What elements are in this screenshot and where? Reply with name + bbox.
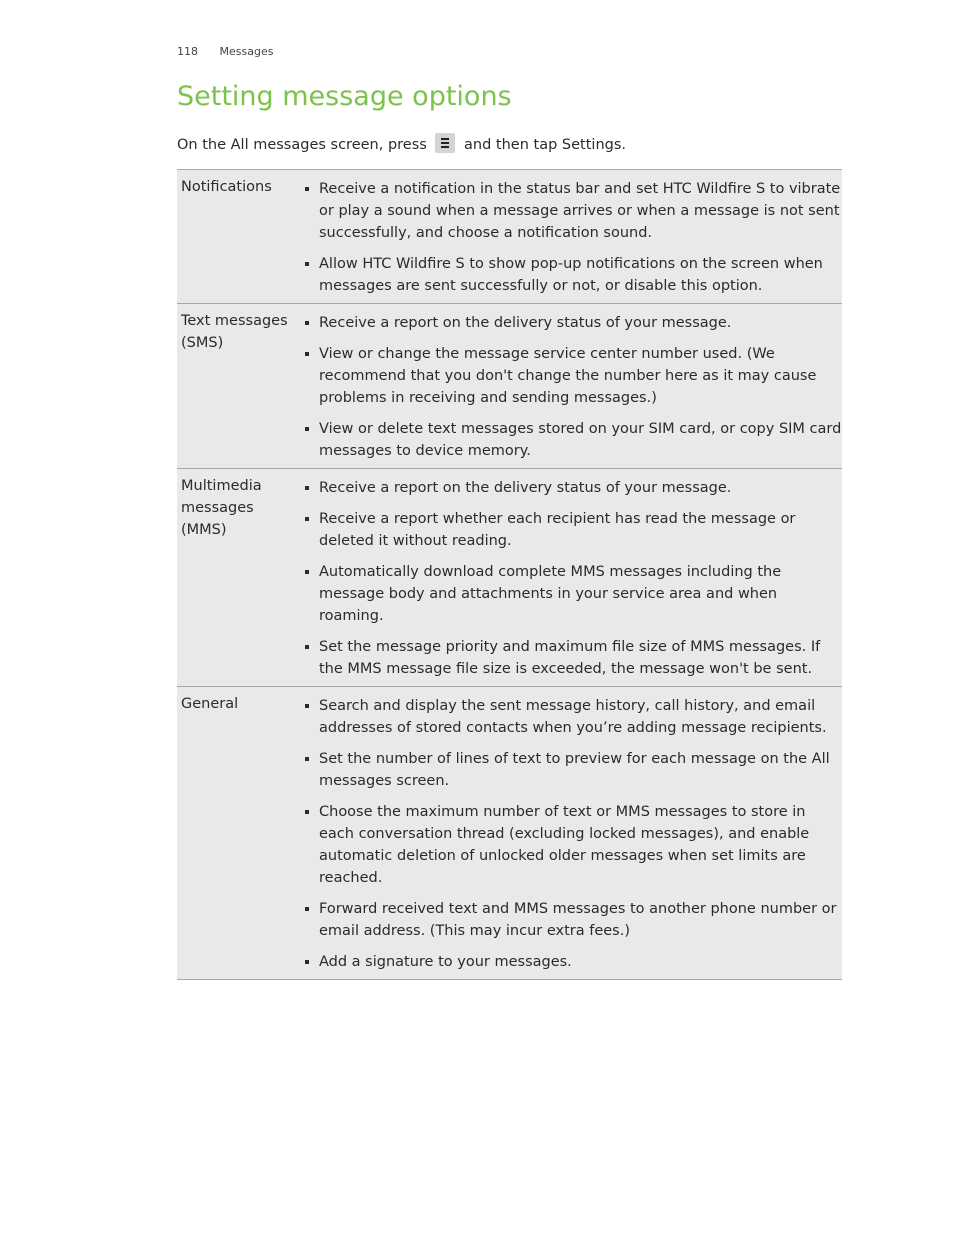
row-label: Multimedia messages (MMS) xyxy=(181,478,262,538)
intro-before: On the All messages screen, press xyxy=(177,137,427,153)
bullet-icon xyxy=(305,486,309,490)
list-item-text: Set the message priority and maximum file size of MMS messages. If the MMS message file size is exceeded, the message won't be sent. xyxy=(319,639,821,677)
table-row xyxy=(177,469,842,687)
intro-text xyxy=(177,133,626,153)
row-label: Notifications xyxy=(181,179,272,195)
page-title: Setting message options xyxy=(177,81,512,112)
list-item xyxy=(319,343,842,409)
bullet-icon xyxy=(305,570,309,574)
list-item-text: Automatically download complete MMS messages including the message body and attachments in your service area and when roaming. xyxy=(319,564,782,624)
list-item xyxy=(319,178,842,244)
list-item xyxy=(319,253,842,297)
list-item xyxy=(319,636,842,680)
bullet-icon xyxy=(305,810,309,814)
list-item xyxy=(319,418,842,462)
row-label: General xyxy=(181,696,239,712)
list-item xyxy=(319,312,842,334)
bullet-icon xyxy=(305,704,309,708)
bullet-icon xyxy=(305,960,309,964)
intro-end: . xyxy=(621,137,627,153)
list-item-text: View or delete text messages stored on your SIM card, or copy SIM card messages to device memory. xyxy=(319,421,842,459)
table-row xyxy=(177,170,842,304)
list-item-text: Forward received text and MMS messages to another phone number or email address. (This may incur extra fees.) xyxy=(319,901,837,939)
list-item-text: Set the number of lines of text to preview for each message on the All messages screen. xyxy=(319,751,830,789)
list-item-text: View or change the message service center number used. (We recommend that you don't change the number here as it may cause problems in receiving and sending messages.) xyxy=(319,346,817,406)
settings-label: Settings xyxy=(561,137,622,153)
menu-icon xyxy=(435,133,455,153)
bullet-icon xyxy=(305,262,309,266)
page-number: 118 xyxy=(177,45,198,58)
bullet-icon xyxy=(305,187,309,191)
list-item xyxy=(319,508,842,552)
bullet-icon xyxy=(305,757,309,761)
bullet-icon xyxy=(305,427,309,431)
bullet-icon xyxy=(305,352,309,356)
list-item xyxy=(319,801,842,889)
list-item xyxy=(319,748,842,792)
list-item xyxy=(319,898,842,942)
list-item-text: Receive a report whether each recipient has read the message or deleted it without reading. xyxy=(319,511,796,549)
bullet-icon xyxy=(305,645,309,649)
list-item-text: Receive a report on the delivery status of your message. xyxy=(319,480,732,496)
page-header xyxy=(177,45,273,58)
bullet-icon xyxy=(305,517,309,521)
list-item xyxy=(319,951,842,973)
list-item-text: Receive a report on the delivery status of your message. xyxy=(319,315,732,331)
row-label: Text messages (SMS) xyxy=(181,313,288,351)
bullet-list xyxy=(177,687,842,979)
table-row xyxy=(177,304,842,469)
bullet-icon xyxy=(305,321,309,325)
list-item-text: Receive a notification in the status bar and set HTC Wildfire S to vibrate or play a sound when a message arrives or when a message is not sent successfully, and choose a notification sound. xyxy=(319,181,841,241)
list-item-text: Search and display the sent message history, call history, and email addresses of stored contacts when you’re adding message recipients. xyxy=(319,698,827,736)
list-item-text: Choose the maximum number of text or MMS messages to store in each conversation thread (excluding locked messages), and enable automatic deletion of unlocked older messages when set limits are reached. xyxy=(319,804,810,886)
list-item xyxy=(319,695,842,739)
bullet-icon xyxy=(305,907,309,911)
list-item-text: Allow HTC Wildfire S to show pop-up notifications on the screen when messages are sent successfully or not, or disable this option. xyxy=(319,256,823,294)
list-item-text: Add a signature to your messages. xyxy=(319,954,572,970)
section-name: Messages xyxy=(219,45,274,58)
options-table xyxy=(177,169,842,980)
table-row xyxy=(177,687,842,980)
intro-after: and then tap xyxy=(464,137,558,153)
list-item xyxy=(319,561,842,627)
list-item xyxy=(319,477,842,499)
